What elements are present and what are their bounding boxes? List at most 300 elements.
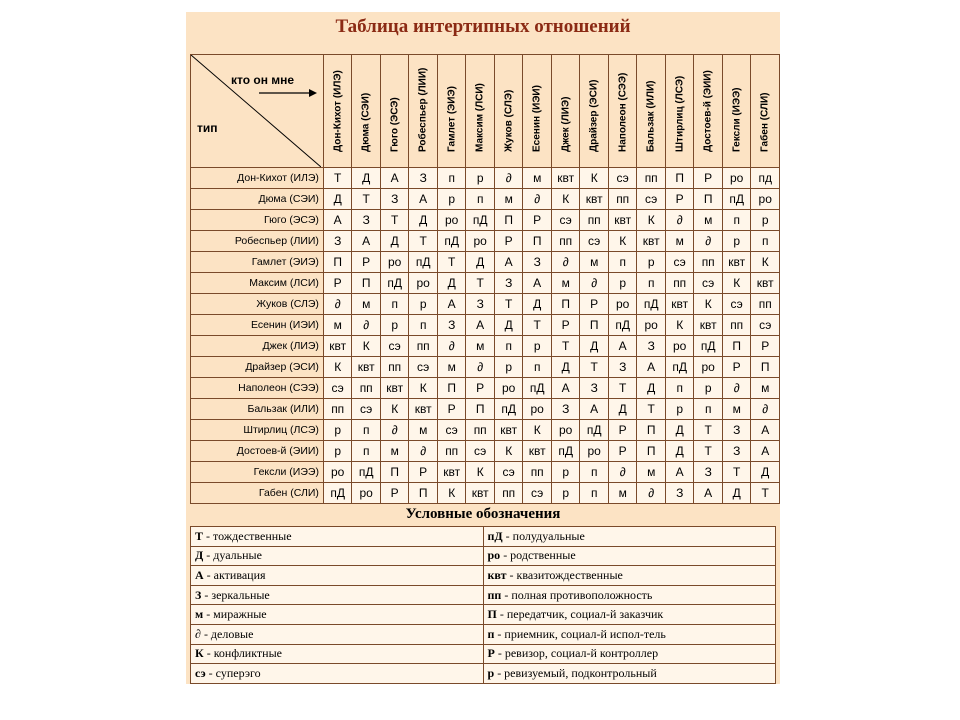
legend-item — [191, 664, 484, 684]
legend-item — [483, 585, 776, 605]
column-header — [352, 55, 381, 168]
relation-cell: Д — [409, 210, 438, 231]
legend-text: - передатчик, социал-й заказчик — [496, 607, 664, 622]
column-header-label: Максим (ЛСИ) — [474, 83, 486, 152]
relation-cell: Р — [352, 252, 381, 273]
relation-cell: П — [665, 168, 694, 189]
relation-cell: п — [722, 210, 751, 231]
relation-cell: П — [523, 231, 552, 252]
relation-cell: К — [551, 189, 580, 210]
table-row — [191, 399, 780, 420]
legend-row — [191, 605, 776, 625]
relation-cell: Р — [751, 336, 780, 357]
relation-cell: пп — [466, 420, 495, 441]
relation-cell: ро — [751, 189, 780, 210]
relation-cell: П — [637, 420, 666, 441]
relation-cell: квт — [352, 357, 381, 378]
legend-item — [483, 546, 776, 566]
row-header: Габен (СЛИ) — [191, 483, 324, 504]
relation-cell: квт — [694, 315, 723, 336]
relation-cell: ∂ — [352, 315, 381, 336]
legend-item — [483, 527, 776, 547]
diagonal-line — [191, 55, 321, 167]
relation-cell: пп — [409, 336, 438, 357]
relation-cell: П — [466, 399, 495, 420]
column-header — [665, 55, 694, 168]
relation-cell: квт — [608, 210, 637, 231]
relation-cell: пД — [637, 294, 666, 315]
relation-cell: К — [323, 357, 352, 378]
relation-cell: п — [437, 168, 466, 189]
legend-row — [191, 566, 776, 586]
relation-cell: сэ — [523, 483, 552, 504]
legend-text: - тождественные — [203, 528, 292, 543]
relation-cell: П — [409, 483, 438, 504]
legend-text: - ревизор, социал-й контроллер — [494, 646, 659, 661]
relation-cell: р — [409, 294, 438, 315]
relation-cell: Д — [352, 168, 381, 189]
relation-cell: п — [694, 399, 723, 420]
relation-cell: р — [323, 441, 352, 462]
legend-row — [191, 644, 776, 664]
legend-text: - ревизуемый, подконтрольный — [494, 665, 657, 680]
relation-cell: А — [637, 357, 666, 378]
relation-cell: П — [722, 336, 751, 357]
legend-symbol: П — [487, 607, 497, 622]
relation-cell: пп — [580, 210, 609, 231]
legend-item — [191, 585, 484, 605]
relations-table — [190, 54, 780, 504]
relation-cell: пД — [580, 420, 609, 441]
relation-cell: П — [637, 441, 666, 462]
relation-cell: п — [751, 231, 780, 252]
relation-cell: П — [437, 378, 466, 399]
column-header-label: Гюго (ЭСЭ) — [389, 97, 401, 152]
relation-cell: З — [409, 168, 438, 189]
legend-symbol: р — [487, 665, 495, 680]
legend-symbol: А — [195, 567, 204, 582]
relation-cell: Д — [637, 378, 666, 399]
relation-cell: Т — [551, 336, 580, 357]
relation-cell: м — [551, 273, 580, 294]
relation-cell: З — [551, 399, 580, 420]
column-header-label: Дон-Кихот (ИЛЭ) — [332, 70, 344, 152]
relation-cell: Т — [608, 378, 637, 399]
legend-item — [191, 644, 484, 664]
relation-cell: ро — [665, 336, 694, 357]
relation-cell: З — [466, 294, 495, 315]
relation-cell: м — [722, 399, 751, 420]
legend-text: - зеркальные — [201, 587, 270, 602]
relation-cell: пД — [352, 462, 381, 483]
relation-cell: пп — [608, 189, 637, 210]
relation-cell: ∂ — [437, 336, 466, 357]
relation-cell: м — [665, 231, 694, 252]
legend-text: - суперэго — [205, 665, 261, 680]
relation-cell: ро — [352, 483, 381, 504]
relation-cell: А — [466, 315, 495, 336]
table-row — [191, 441, 780, 462]
relation-cell: Т — [694, 420, 723, 441]
row-header: Робеспьер (ЛИИ) — [191, 231, 324, 252]
relation-cell: ∂ — [409, 441, 438, 462]
relation-cell: К — [608, 231, 637, 252]
relation-cell: м — [466, 336, 495, 357]
relation-cell: З — [722, 441, 751, 462]
relation-cell: ∂ — [722, 378, 751, 399]
relation-cell: п — [608, 252, 637, 273]
relation-cell: пп — [637, 168, 666, 189]
table-row — [191, 336, 780, 357]
row-header: Гексли (ИЭЭ) — [191, 462, 324, 483]
column-header — [551, 55, 580, 168]
relation-cell: Р — [466, 378, 495, 399]
table-row — [191, 315, 780, 336]
relation-cell: р — [694, 378, 723, 399]
relation-cell: ро — [437, 210, 466, 231]
relation-cell: Т — [751, 483, 780, 504]
row-header: Максим (ЛСИ) — [191, 273, 324, 294]
relation-cell: м — [608, 483, 637, 504]
legend-symbol: м — [195, 607, 204, 622]
relation-cell: ∂ — [580, 273, 609, 294]
relation-cell: квт — [580, 189, 609, 210]
legend-symbol: К — [195, 646, 204, 661]
relation-cell: пп — [523, 462, 552, 483]
relation-cell: ро — [323, 462, 352, 483]
legend-item — [483, 605, 776, 625]
row-header: Штирлиц (ЛСЭ) — [191, 420, 324, 441]
column-header-label: Гамлет (ЭИЭ) — [446, 86, 458, 152]
relation-cell: ро — [523, 399, 552, 420]
relation-cell: ∂ — [694, 231, 723, 252]
relation-cell: ро — [466, 231, 495, 252]
relation-cell: П — [580, 315, 609, 336]
relation-cell: м — [323, 315, 352, 336]
relation-cell: пп — [352, 378, 381, 399]
relation-cell: А — [494, 252, 523, 273]
relation-cell: К — [352, 336, 381, 357]
relation-cell: Д — [466, 252, 495, 273]
legend-symbol: Р — [487, 646, 495, 661]
relation-cell: сэ — [722, 294, 751, 315]
relation-cell: К — [380, 399, 409, 420]
relation-cell: р — [751, 210, 780, 231]
relation-cell: п — [466, 189, 495, 210]
relation-cell: ∂ — [380, 420, 409, 441]
legend-text: - деловые — [200, 626, 254, 641]
relation-cell: Р — [580, 294, 609, 315]
relation-cell: ро — [637, 315, 666, 336]
relation-cell: А — [323, 210, 352, 231]
column-header — [409, 55, 438, 168]
page-title: Таблица интертипных отношений — [335, 16, 631, 37]
relation-cell: ∂ — [466, 357, 495, 378]
relation-cell: сэ — [608, 168, 637, 189]
legend-text: - квазитождественные — [506, 567, 623, 582]
legend-row — [191, 546, 776, 566]
relation-cell: пД — [608, 315, 637, 336]
column-header-label: Наполеон (СЭЭ) — [617, 72, 629, 152]
relation-cell: Т — [466, 273, 495, 294]
relation-cell: квт — [380, 378, 409, 399]
relation-cell: А — [437, 294, 466, 315]
column-header — [637, 55, 666, 168]
legend-text: - миражные — [203, 607, 267, 622]
table-row — [191, 357, 780, 378]
legend-text: - полудуальные — [502, 528, 585, 543]
legend-symbol: З — [195, 587, 202, 602]
relation-cell: п — [665, 378, 694, 399]
relation-cell: Т — [637, 399, 666, 420]
who-label: кто он мне — [231, 73, 295, 87]
column-header — [608, 55, 637, 168]
table-header-row — [191, 55, 780, 168]
relation-cell: пп — [665, 273, 694, 294]
relation-cell: сэ — [637, 189, 666, 210]
column-header — [466, 55, 495, 168]
legend-text: - дуальные — [203, 548, 262, 563]
relation-cell: пД — [694, 336, 723, 357]
relation-cell: А — [580, 399, 609, 420]
relation-cell: пД — [466, 210, 495, 231]
row-header: Джек (ЛИЭ) — [191, 336, 324, 357]
table-row — [191, 420, 780, 441]
relation-cell: квт — [722, 252, 751, 273]
legend-item — [191, 566, 484, 586]
row-header: Драйзер (ЭСИ) — [191, 357, 324, 378]
relation-cell: м — [637, 462, 666, 483]
relation-cell: п — [580, 462, 609, 483]
legend-text: - активация — [203, 567, 266, 582]
relation-cell: р — [437, 189, 466, 210]
legend-item — [483, 566, 776, 586]
relation-cell: Д — [380, 231, 409, 252]
relation-cell: м — [352, 294, 381, 315]
relation-cell: Р — [437, 399, 466, 420]
relation-cell: Д — [608, 399, 637, 420]
relation-cell: сэ — [323, 378, 352, 399]
column-header-label: Штирлиц (ЛСЭ) — [674, 75, 686, 152]
column-header — [437, 55, 466, 168]
relation-cell: Р — [380, 483, 409, 504]
legend-symbol: ∂ — [195, 626, 201, 641]
relation-cell: К — [694, 294, 723, 315]
relation-cell: ∂ — [323, 294, 352, 315]
table-row — [191, 483, 780, 504]
legend-row — [191, 527, 776, 547]
relation-cell: пД — [494, 399, 523, 420]
document-sheet — [186, 12, 780, 684]
relation-cell: р — [551, 462, 580, 483]
relation-cell: А — [751, 441, 780, 462]
relation-cell: З — [323, 231, 352, 252]
legend-text: - родственные — [500, 548, 576, 563]
relation-cell: сэ — [694, 273, 723, 294]
relation-cell: квт — [523, 441, 552, 462]
relation-cell: пп — [437, 441, 466, 462]
relation-cell: п — [637, 273, 666, 294]
relation-cell: Р — [323, 273, 352, 294]
table-row — [191, 273, 780, 294]
relation-cell: пД — [551, 441, 580, 462]
type-label: тип — [197, 121, 218, 135]
column-header — [751, 55, 780, 168]
relation-cell: Т — [380, 210, 409, 231]
relation-cell: К — [722, 273, 751, 294]
relation-cell: ∂ — [551, 252, 580, 273]
relation-cell: ∂ — [608, 462, 637, 483]
column-header-label: Бальзак (ИЛИ) — [645, 80, 657, 152]
relation-cell: К — [580, 168, 609, 189]
relation-cell: квт — [665, 294, 694, 315]
column-header-label: Робеспьер (ЛИИ) — [417, 67, 429, 152]
relation-cell: сэ — [380, 336, 409, 357]
table-row — [191, 294, 780, 315]
relation-cell: Д — [523, 294, 552, 315]
relation-cell: З — [722, 420, 751, 441]
relation-cell: ∂ — [494, 168, 523, 189]
relation-cell: квт — [437, 462, 466, 483]
relation-cell: ро — [608, 294, 637, 315]
relation-cell: К — [466, 462, 495, 483]
relation-cell: пп — [751, 294, 780, 315]
column-header-label: Дюма (СЭИ) — [360, 92, 372, 152]
relation-cell: ро — [494, 378, 523, 399]
relation-cell: К — [665, 315, 694, 336]
column-header — [580, 55, 609, 168]
relation-cell: пп — [323, 399, 352, 420]
relation-cell: п — [352, 441, 381, 462]
relation-cell: З — [580, 378, 609, 399]
legend-item — [483, 644, 776, 664]
relation-cell: квт — [466, 483, 495, 504]
relation-cell: Р — [608, 420, 637, 441]
column-header-label: Габен (СЛИ) — [759, 92, 771, 152]
relation-cell: Р — [608, 441, 637, 462]
relation-cell: З — [694, 462, 723, 483]
relation-cell: сэ — [551, 210, 580, 231]
relation-cell: квт — [551, 168, 580, 189]
relation-cell: А — [751, 420, 780, 441]
legend-text: - приемник, социал-й испол-тель — [494, 626, 666, 641]
relation-cell: р — [323, 420, 352, 441]
legend-symbol: ро — [487, 548, 501, 563]
relation-cell: п — [580, 483, 609, 504]
table-row — [191, 210, 780, 231]
relation-cell: А — [608, 336, 637, 357]
relation-cell: р — [722, 231, 751, 252]
table-row — [191, 231, 780, 252]
relation-cell: П — [751, 357, 780, 378]
relation-cell: А — [409, 189, 438, 210]
relation-cell: Т — [409, 231, 438, 252]
relation-cell: пД — [380, 273, 409, 294]
relation-cell: К — [751, 252, 780, 273]
relation-cell: пД — [323, 483, 352, 504]
relation-cell: сэ — [665, 252, 694, 273]
relation-cell: п — [380, 294, 409, 315]
relation-cell: З — [380, 189, 409, 210]
legend-symbol: Д — [195, 548, 204, 563]
relation-cell: Т — [437, 252, 466, 273]
column-header — [494, 55, 523, 168]
relation-cell: З — [637, 336, 666, 357]
relation-cell: ро — [722, 168, 751, 189]
relation-cell: А — [665, 462, 694, 483]
relation-cell: А — [551, 378, 580, 399]
relation-cell: Р — [722, 357, 751, 378]
legend-table — [190, 526, 776, 684]
relation-cell: К — [494, 441, 523, 462]
relation-cell: м — [751, 378, 780, 399]
relation-cell: п — [494, 336, 523, 357]
relation-cell: К — [637, 210, 666, 231]
relation-cell: А — [352, 231, 381, 252]
relation-cell: пп — [722, 315, 751, 336]
relation-cell: м — [694, 210, 723, 231]
legend-item — [191, 546, 484, 566]
relation-cell: Р — [665, 189, 694, 210]
relation-cell: Р — [494, 231, 523, 252]
column-header — [380, 55, 409, 168]
relation-cell: м — [523, 168, 552, 189]
relation-cell: м — [409, 420, 438, 441]
table-row — [191, 189, 780, 210]
relation-cell: р — [665, 399, 694, 420]
column-header-label: Жуков (СЛЭ) — [503, 89, 515, 152]
relation-cell: Д — [551, 357, 580, 378]
relation-cell: ∂ — [637, 483, 666, 504]
relation-cell: р — [523, 336, 552, 357]
column-header-label: Джек (ЛИЭ) — [560, 96, 572, 152]
relation-cell: ∂ — [523, 189, 552, 210]
relation-cell: ро — [694, 357, 723, 378]
legend-row — [191, 585, 776, 605]
relation-cell: р — [494, 357, 523, 378]
table-row — [191, 168, 780, 189]
relation-cell: П — [352, 273, 381, 294]
column-header — [722, 55, 751, 168]
relation-cell: Т — [722, 462, 751, 483]
row-header: Дон-Кихот (ИЛЭ) — [191, 168, 324, 189]
relation-cell: П — [494, 210, 523, 231]
relation-cell: сэ — [352, 399, 381, 420]
relation-cell: Т — [323, 168, 352, 189]
relation-cell: Т — [523, 315, 552, 336]
relation-cell: Р — [523, 210, 552, 231]
legend-symbol: Т — [195, 528, 204, 543]
table-corner — [191, 55, 324, 168]
relation-cell: ро — [380, 252, 409, 273]
table-body — [191, 168, 780, 504]
relation-cell: Т — [352, 189, 381, 210]
legend-item — [483, 664, 776, 684]
relation-cell: р — [637, 252, 666, 273]
row-header: Дюма (СЭИ) — [191, 189, 324, 210]
relation-cell: р — [466, 168, 495, 189]
legend-title: Условные обозначения — [405, 506, 561, 522]
relation-cell: р — [551, 483, 580, 504]
relation-cell: З — [608, 357, 637, 378]
column-header — [523, 55, 552, 168]
relation-cell: З — [494, 273, 523, 294]
legend-item — [483, 624, 776, 644]
relation-cell: п — [523, 357, 552, 378]
relation-cell: ро — [580, 441, 609, 462]
relation-cell: квт — [637, 231, 666, 252]
relation-cell: р — [608, 273, 637, 294]
